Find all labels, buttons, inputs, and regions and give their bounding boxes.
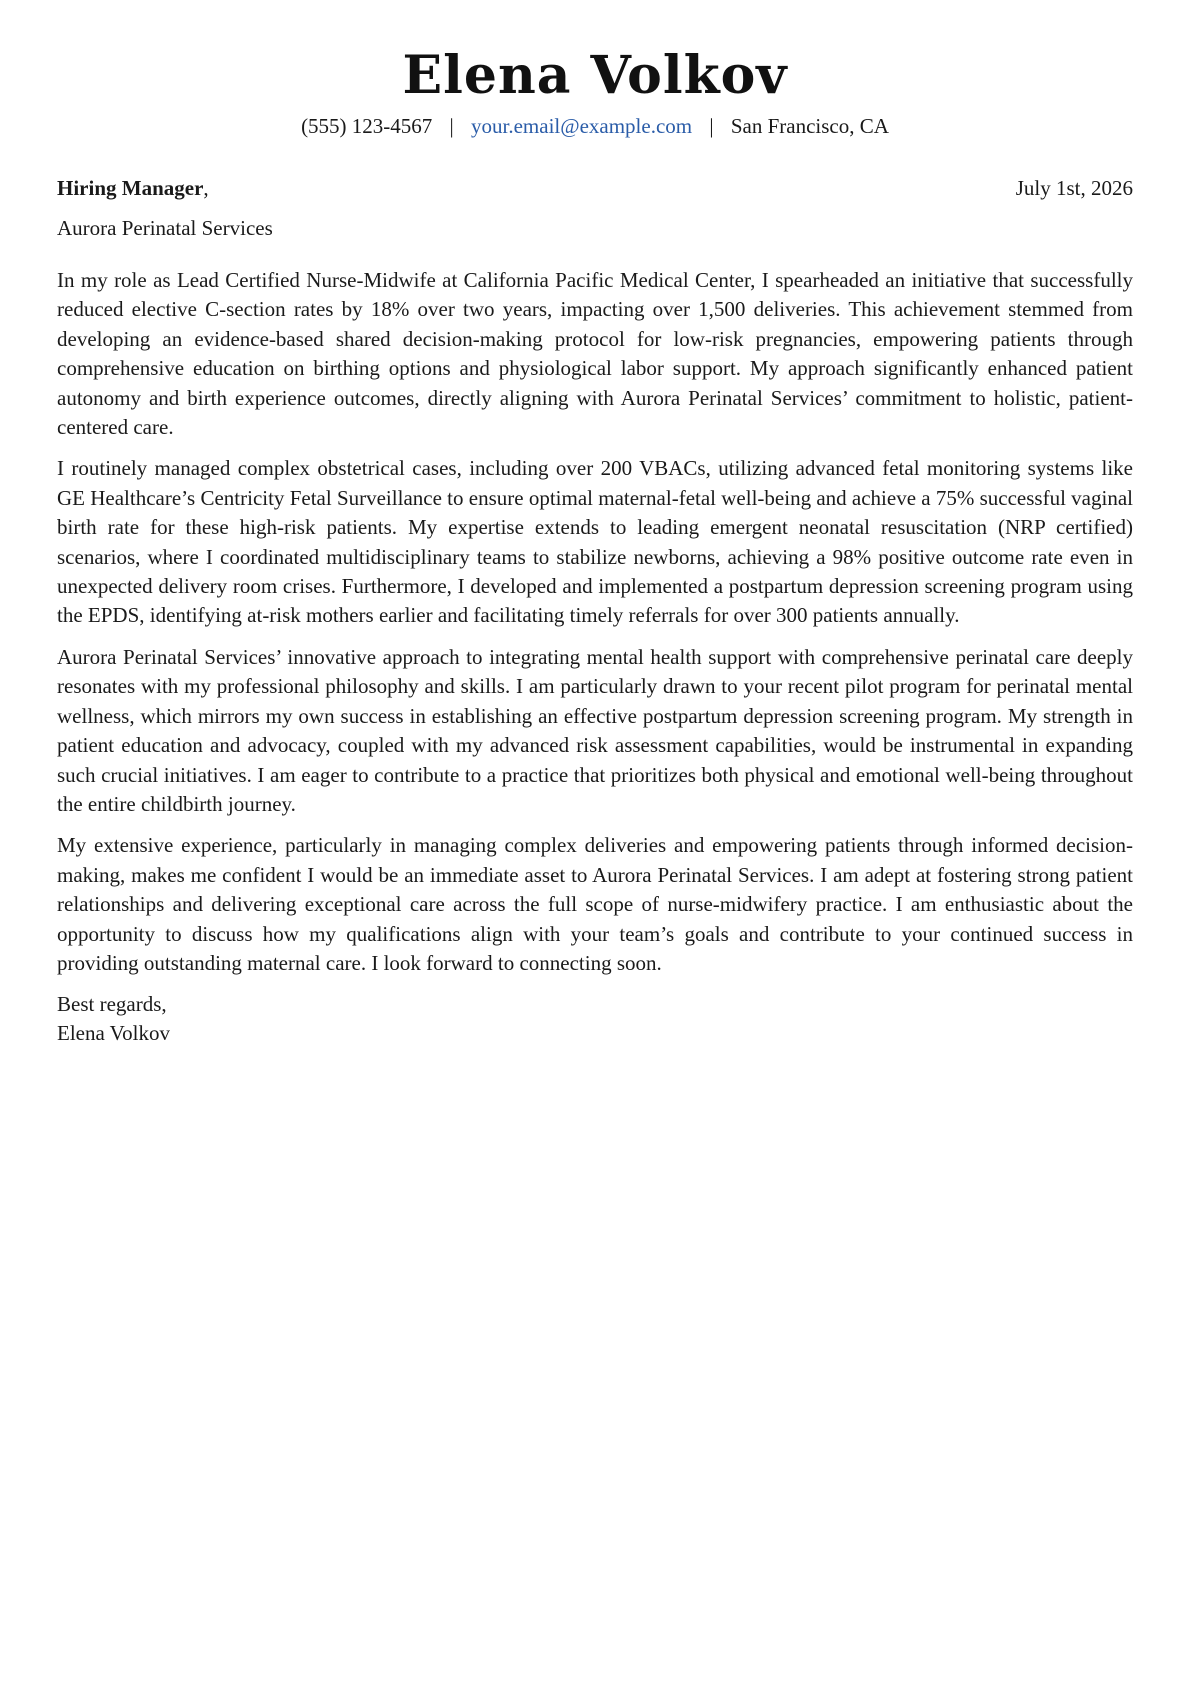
closing-block bbox=[57, 990, 1133, 1048]
location: San Francisco, CA bbox=[730, 114, 889, 138]
contact-separator: | bbox=[709, 114, 714, 138]
closing-phrase: Best regards, bbox=[57, 992, 167, 1017]
body-paragraph: Aurora Perinatal Services’ innovative approach to integrating mental health support with comprehensive perinatal care deeply resonates with my professional philosophy and skills. I am particularly drawn to your recent pilot program for perinatal mental wellness, which mirrors my own success in establishing an effective postpartum depression screening program. My strength in patient education and advocacy, coupled with my advanced risk assessment capabilities, would be instrumental in expanding such crucial initiatives. I am eager to contribute to a practice that prioritizes both physical and emotional well-being throughout the entire childbirth journey. bbox=[57, 644, 1133, 816]
company-name: Aurora Perinatal Services bbox=[57, 216, 273, 240]
salutation-row bbox=[57, 174, 1133, 202]
recipient bbox=[57, 174, 209, 202]
applicant-name: Elena Volkov bbox=[402, 45, 788, 106]
body-paragraph: I routinely managed complex obstetrical cases, including over 200 VBACs, utilizing advanced fetal monitoring systems like GE Healthcare’s Centricity Fetal Surveillance to ensure optimal maternal-fetal well-being and achieve a 75% successful vaginal birth rate for these high-risk patients. My expertise extends to leading emergent neonatal resuscitation (NRP certified) scenarios, where I coordinated multidisciplinary teams to stabilize newborns, achieving a 98% positive outcome rate even in unexpected delivery room crises. Furthermore, I developed and implemented a postpartum depression screening program using the EPDS, identifying at-risk mothers earlier and facilitating timely referrals for over 300 patients annually. bbox=[57, 456, 1133, 628]
email-link[interactable]: your.email@example.com bbox=[471, 114, 693, 138]
body-paragraph: My extensive experience, particularly in managing complex deliveries and empowering patients through informed decision-making, makes me confident I would be an immediate asset to Aurora Perinatal Services. I am adept at fostering strong patient relationships and delivering exceptional care across the full scope of nurse-midwifery practice. I am enthusiastic about the opportunity to discuss how my qualifications align with your team’s goals and contribute to your continued success in providing outstanding maternal care. I look forward to connecting soon. bbox=[57, 833, 1133, 975]
signature: Elena Volkov bbox=[57, 1021, 170, 1046]
letter-date: July 1st, 2026 bbox=[1015, 176, 1133, 200]
contact-separator: | bbox=[449, 114, 454, 138]
body-paragraph: In my role as Lead Certified Nurse-Midwife at California Pacific Medical Center, I spearheaded an initiative that successfully reduced elective C-section rates by 18% over two years, impacting over 1,500 deliveries. This achievement stemmed from developing an evidence-based shared decision-making protocol for low-risk pregnancies, empowering patients through comprehensive education on birthing options and physiological labor support. My approach significantly enhanced patient autonomy and birth experience outcomes, directly aligning with Aurora Perinatal Services’ commitment to holistic, patient-centered care. bbox=[57, 268, 1133, 440]
recipient-suffix: , bbox=[203, 176, 209, 200]
contact-line bbox=[57, 112, 1133, 140]
recipient-name: Hiring Manager bbox=[57, 176, 204, 200]
phone-number: (555) 123-4567 bbox=[301, 114, 433, 138]
